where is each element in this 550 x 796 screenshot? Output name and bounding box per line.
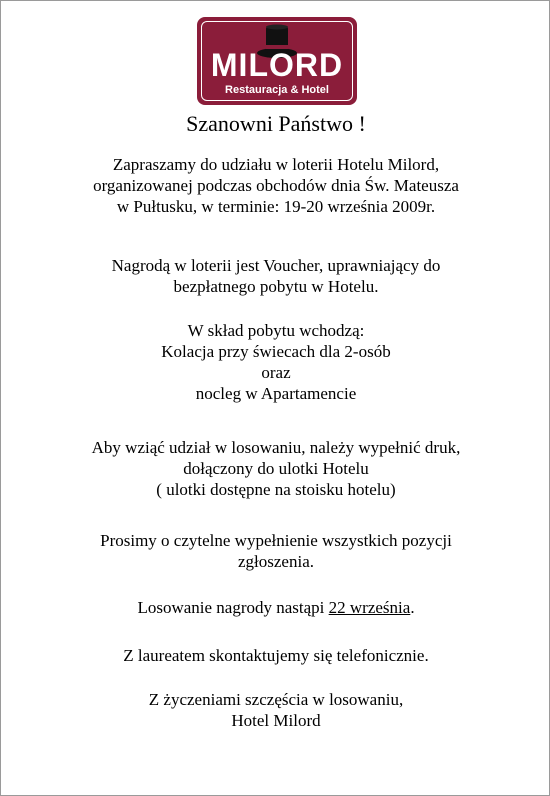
logo-wordmark: MILORD [210,47,344,83]
stay-paragraph [1,320,550,404]
text-line: nocleg w Apartamencie [195,384,357,403]
draw-date-paragraph [1,597,550,618]
prize-paragraph [1,255,550,297]
closing-paragraph [1,689,550,731]
draw-date: 22 września [328,598,411,617]
contact-paragraph [1,645,550,666]
text-line: Zapraszamy do udziału w loterii Hotelu Milord, [112,155,440,174]
text-line: Z laureatem skontaktujemy się telefonicznie. [123,646,429,665]
signature-line: Hotel Milord [231,711,321,730]
text-line: ( ulotki dostępne na stoisku hotelu) [156,480,396,499]
text-line: Nagrodą w loterii jest Voucher, uprawniający do [111,256,441,275]
invitation-paragraph [1,154,550,217]
milord-logo [197,17,357,105]
text-line: Kolacja przy świecach dla 2-osób [161,342,391,361]
draw-text: Losowanie nagrody nastąpi [137,598,329,617]
text-line: zgłoszenia. [238,552,314,571]
text-line: Z życzeniami szczęścia w losowaniu, [148,690,404,709]
entry-paragraph [1,437,550,500]
greeting-heading: Szanowni Państwo ! [186,111,366,136]
text-line: w Pułtusku, w terminie: 19-20 września 2009r. [116,197,436,216]
text-line: Aby wziąć udział w losowaniu, należy wypełnić druk, [91,438,461,457]
text-line: bezpłatnego pobytu w Hotelu. [173,277,379,296]
logo-subtitle: Restauracja & Hotel [225,84,329,96]
draw-end: . [410,598,415,617]
text-line: W skład pobytu wchodzą: [187,321,365,340]
legibility-paragraph [1,530,550,572]
text-line: dołączony do ulotki Hotelu [183,459,369,478]
text-line: oraz [261,363,291,382]
text-line: organizowanej podczas obchodów dnia Św. Mateusza [93,176,459,195]
text-line: Prosimy o czytelne wypełnienie wszystkich pozycji [100,531,452,550]
text-line [1,597,550,618]
